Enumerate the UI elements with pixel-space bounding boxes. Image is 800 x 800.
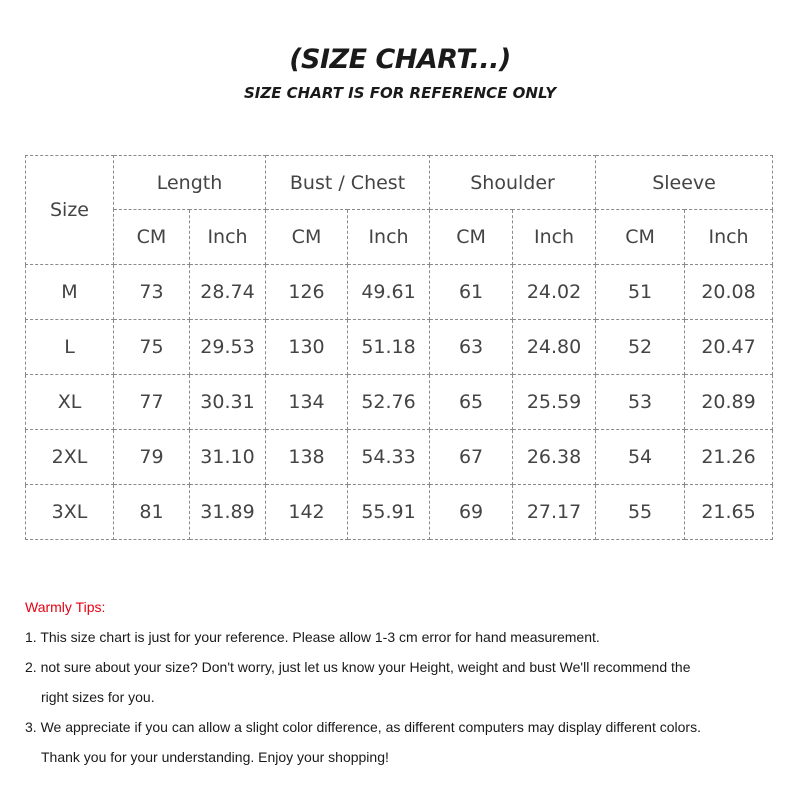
cell-shoulder-inch: 27.17 bbox=[513, 485, 596, 540]
page-title: (SIZE CHART...) bbox=[289, 44, 511, 75]
table-unit-row bbox=[26, 210, 773, 265]
cell-length-cm: 77 bbox=[114, 375, 190, 430]
cell-shoulder-inch: 25.59 bbox=[513, 375, 596, 430]
table-row bbox=[26, 265, 773, 320]
cell-sleeve-cm: 54 bbox=[596, 430, 685, 485]
cell-size: M bbox=[26, 265, 114, 320]
table-header-row bbox=[26, 156, 773, 210]
cell-length-cm: 81 bbox=[114, 485, 190, 540]
unit-header-inch: Inch bbox=[513, 210, 596, 265]
column-header-bust-chest: Bust / Chest bbox=[266, 156, 430, 210]
cell-length-inch: 31.10 bbox=[190, 430, 266, 485]
unit-header-inch: Inch bbox=[685, 210, 773, 265]
cell-bust-inch: 52.76 bbox=[348, 375, 430, 430]
cell-sleeve-cm: 52 bbox=[596, 320, 685, 375]
table-row bbox=[26, 320, 773, 375]
cell-length-cm: 75 bbox=[114, 320, 190, 375]
cell-sleeve-inch: 20.47 bbox=[685, 320, 773, 375]
tip-line-1: 1. This size chart is just for your reference. Please allow 1-3 cm error for hand measurement. bbox=[25, 629, 600, 645]
cell-bust-cm: 126 bbox=[266, 265, 348, 320]
cell-size: 2XL bbox=[26, 430, 114, 485]
cell-bust-cm: 142 bbox=[266, 485, 348, 540]
cell-bust-inch: 49.61 bbox=[348, 265, 430, 320]
cell-sleeve-inch: 20.08 bbox=[685, 265, 773, 320]
cell-sleeve-cm: 55 bbox=[596, 485, 685, 540]
cell-sleeve-inch: 20.89 bbox=[685, 375, 773, 430]
cell-length-inch: 31.89 bbox=[190, 485, 266, 540]
cell-sleeve-cm: 53 bbox=[596, 375, 685, 430]
warmly-tips bbox=[25, 592, 795, 772]
unit-header-inch: Inch bbox=[348, 210, 430, 265]
cell-length-inch: 28.74 bbox=[190, 265, 266, 320]
tip-line-2: 2. not sure about your size? Don't worry, just let us know your Height, weight and bust We'll recommend the bbox=[25, 659, 691, 675]
cell-bust-cm: 134 bbox=[266, 375, 348, 430]
unit-header-cm: CM bbox=[114, 210, 190, 265]
table-body bbox=[26, 265, 773, 540]
tip-line-3-continued: Thank you for your understanding. Enjoy your shopping! bbox=[41, 749, 389, 765]
cell-shoulder-inch: 26.38 bbox=[513, 430, 596, 485]
column-header-size: Size bbox=[26, 156, 114, 265]
cell-bust-inch: 55.91 bbox=[348, 485, 430, 540]
table-row bbox=[26, 430, 773, 485]
table-row bbox=[26, 485, 773, 540]
tip-line-3: 3. We appreciate if you can allow a slight color difference, as different computers may display different colors. bbox=[25, 719, 701, 735]
cell-shoulder-cm: 69 bbox=[430, 485, 513, 540]
unit-header-inch: Inch bbox=[190, 210, 266, 265]
cell-length-inch: 29.53 bbox=[190, 320, 266, 375]
tip-line-2-continued: right sizes for you. bbox=[41, 689, 155, 705]
cell-sleeve-cm: 51 bbox=[596, 265, 685, 320]
tips-heading: Warmly Tips: bbox=[25, 599, 106, 615]
cell-bust-cm: 138 bbox=[266, 430, 348, 485]
cell-sleeve-inch: 21.65 bbox=[685, 485, 773, 540]
column-header-sleeve: Sleeve bbox=[596, 156, 773, 210]
cell-size: XL bbox=[26, 375, 114, 430]
size-chart-table bbox=[25, 155, 773, 540]
cell-shoulder-inch: 24.02 bbox=[513, 265, 596, 320]
cell-shoulder-inch: 24.80 bbox=[513, 320, 596, 375]
page-subtitle: SIZE CHART IS FOR REFERENCE ONLY bbox=[243, 84, 557, 102]
column-header-shoulder: Shoulder bbox=[430, 156, 596, 210]
cell-size: L bbox=[26, 320, 114, 375]
unit-header-cm: CM bbox=[596, 210, 685, 265]
cell-shoulder-cm: 61 bbox=[430, 265, 513, 320]
cell-shoulder-cm: 63 bbox=[430, 320, 513, 375]
cell-length-cm: 73 bbox=[114, 265, 190, 320]
table-row bbox=[26, 375, 773, 430]
cell-shoulder-cm: 65 bbox=[430, 375, 513, 430]
cell-size: 3XL bbox=[26, 485, 114, 540]
cell-sleeve-inch: 21.26 bbox=[685, 430, 773, 485]
cell-bust-inch: 51.18 bbox=[348, 320, 430, 375]
cell-shoulder-cm: 67 bbox=[430, 430, 513, 485]
cell-bust-cm: 130 bbox=[266, 320, 348, 375]
unit-header-cm: CM bbox=[430, 210, 513, 265]
cell-bust-inch: 54.33 bbox=[348, 430, 430, 485]
cell-length-inch: 30.31 bbox=[190, 375, 266, 430]
unit-header-cm: CM bbox=[266, 210, 348, 265]
column-header-length: Length bbox=[114, 156, 266, 210]
cell-length-cm: 79 bbox=[114, 430, 190, 485]
